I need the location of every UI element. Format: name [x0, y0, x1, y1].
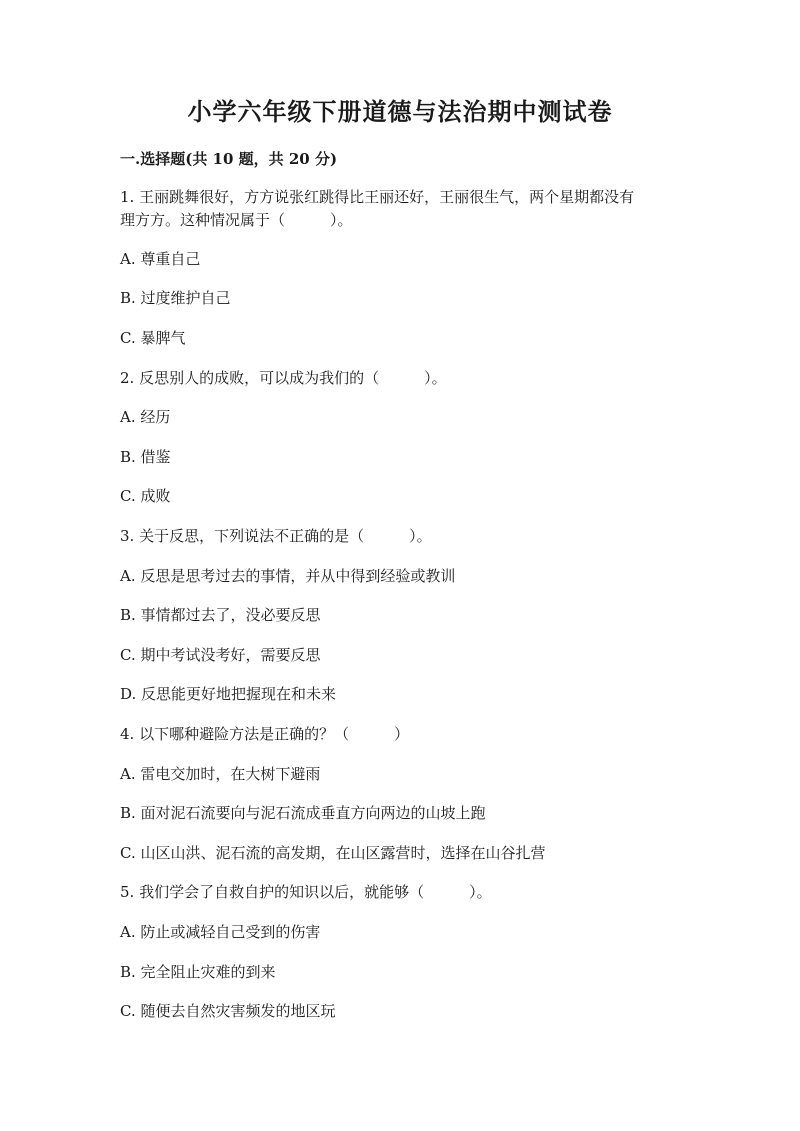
question-1-stem-line-2: 理方方。这种情况属于（ ）。	[120, 211, 353, 229]
question-1-option-c: C. 暴脾气	[120, 329, 186, 347]
question-1-stem-line-1: 1. 王丽跳舞很好，方方说张红跳得比王丽还好，王丽很生气，两个星期都没有	[120, 188, 635, 206]
question-3-stem: 3. 关于反思，下列说法不正确的是（ ）。	[120, 527, 432, 545]
question-3-option-c: C. 期中考试没考好，需要反思	[120, 646, 321, 664]
question-5-option-c: C. 随便去自然灾害频发的地区玩	[120, 1002, 336, 1020]
question-1-option-a: A. 尊重自己	[120, 250, 201, 268]
page-title: 小学六年级下册道德与法治期中测试卷	[187, 97, 613, 126]
question-3-option-a: A. 反思是思考过去的事情，并从中得到经验或教训	[120, 567, 456, 585]
question-2-stem: 2. 反思别人的成败，可以成为我们的（ ）。	[120, 369, 447, 387]
question-3-option-b: B. 事情都过去了，没必要反思	[120, 606, 321, 624]
question-2-option-c: C. 成败	[120, 487, 171, 505]
question-1-option-b: B. 过度维护自己	[120, 289, 231, 307]
question-2-option-a: A. 经历	[120, 408, 171, 426]
question-4-stem: 4. 以下哪种避险方法是正确的？（ ）	[120, 725, 410, 743]
question-5-option-b: B. 完全阻止灾难的到来	[120, 963, 276, 981]
question-2-option-b: B. 借鉴	[120, 448, 171, 466]
question-3-option-d: D. 反思能更好地把握现在和未来	[120, 685, 337, 703]
question-5-stem: 5. 我们学会了自救自护的知识以后，就能够（ ）。	[120, 883, 492, 901]
question-4-option-b: B. 面对泥石流要向与泥石流成垂直方向两边的山坡上跑	[120, 804, 486, 822]
section-heading: 一.选择题(共 10 题，共 20 分)	[120, 150, 338, 168]
question-4-option-c: C. 山区山洪、泥石流的高发期，在山区露营时，选择在山谷扎营	[120, 844, 546, 862]
question-5-option-a: A. 防止或减轻自己受到的伤害	[120, 923, 321, 941]
question-4-option-a: A. 雷电交加时，在大树下避雨	[120, 765, 321, 783]
